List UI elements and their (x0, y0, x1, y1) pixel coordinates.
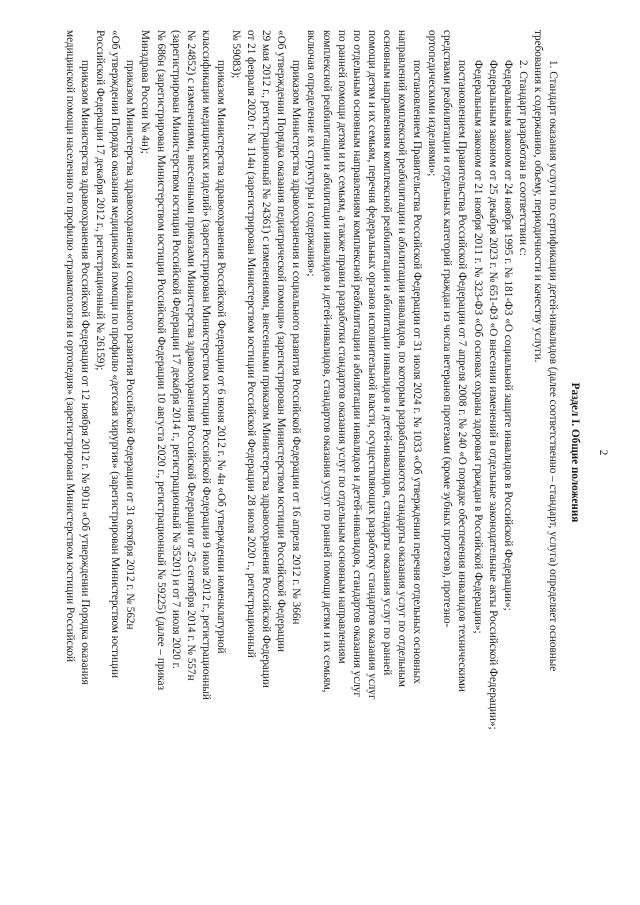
text-line: постановлением Правительства Российской Федерации от 7 апреля 2008 г. № 240 «О порядке обеспечения инвалидов техническими (456, 60, 469, 692)
text-line: № 24852) с изменениями, внесенными приказами Министерства здравоохранения Российской Федерации от 25 сентября 2014 г. № 557н (184, 30, 197, 681)
text-line: по ранней помощи детям и их семьям, а также правил разработки стандартов оказания услуг по отдельным основным направлениям (335, 30, 348, 664)
body-text (62, 30, 560, 875)
text-line: комплексной реабилитации и абилитации инвалидов и детей-инвалидов, стандартов оказания услуг по ранней помощи детям и их семьям, (320, 30, 333, 693)
rotated-content (50, 30, 610, 875)
text-line: постановлением Правительства Российской Федерации от 31 июля 2024 г. № 1033 «Об утверждении перечня отдельных основных (411, 60, 424, 684)
text-line: ортопедическими изделиями»; (426, 30, 439, 177)
text-line: Минздрава России № 4н); (139, 30, 152, 154)
text-line: приказом Министерства здравоохранения и социального развития Российской Федерации от 16 апреля 2012 г. № 366н (290, 60, 303, 625)
text-line: № 686н (зарегистрирован Министерством юстиции Российской Федерации 10 августа 2020 г., регистрационный № 59225) (далее – приказ (154, 30, 167, 691)
text-line: «Об утверждении Порядка оказания медицинской помощи по профилю «детская хирургия» (зарегистрирован Министерством юстиции (109, 30, 122, 678)
text-line: медицинской помощи населению по профилю «травматология и ортопедия» (зарегистрирован Министерством юстиции Российской (64, 30, 76, 663)
text-line: приказом Министерства здравоохранения Российской Федерации от 6 июня 2012 г. № 4н «Об утверждении номенклатурной (214, 60, 227, 654)
text-line: приказом Министерства здравоохранения и социального развития Российской Федерации от 31 октября 2012 г. № 562н (124, 60, 137, 630)
text-line: Российской Федерации 17 декабря 2012 г., регистрационный № 26159); (94, 30, 107, 371)
text-line: Федеральным законом от 25 декабря 2023 г. № 651-ФЗ «О внесении изменений в отдельные законодательные акты Российской Федерации»; (486, 60, 499, 730)
page-number: 2 (597, 449, 609, 456)
text-line: классификации медицинских изделий» (зарегистрирован Министерством юстиции Российской Федерации 9 июля 2012 г., регистрационный (199, 30, 212, 700)
text-line: 29 мая 2012 г., регистрационный № 24361) с изменениями, внесенными приказом Министерства здравоохранения Российской Федерации (260, 30, 273, 688)
text-line: № 59083); (230, 30, 243, 79)
text-line: направлений комплексной реабилитации и абилитации инвалидов, по которым разрабатываются стандарты оказания услуг по отдельным (396, 30, 409, 688)
section-heading: Раздел I. Общие положения (569, 382, 581, 523)
text-line: по отдельным основным направлениям комплексной реабилитации и абилитации инвалидов и детей-инвалидов, стандартов оказания услуг (350, 30, 363, 698)
text-line: основным направлениям комплексной реабилитации и абилитации инвалидов и детей-инвалидов, стандарты оказания услуг по ранней (380, 30, 393, 676)
text-line: «Об утверждении Порядка оказания педиатрической помощи» (зарегистрирован Министерством юстиции Российской Федерации (275, 30, 288, 652)
text-line: Федеральным законом от 24 ноября 1995 г. № 181-ФЗ «О социальной защите инвалидов в Российской Федерации»; (501, 60, 514, 611)
text-line: требования к содержанию, объему, периодичности и качеству услуги. (531, 30, 544, 363)
text-line: (зарегистрирован Министерством юстиции Российской Федерации 17 декабря 2014 г., регистрационный № 35201) и от 7 июля 2020 г. (169, 30, 182, 669)
text-line: Федеральным законом от 21 ноября 2011 г. № 323-ФЗ «Об основах охраны здоровья граждан в Российской Федерации»; (471, 60, 484, 634)
text-line: приказом Министерства здравоохранения Российской Федерации от 12 ноября 2012 г. № 901н «Об утверждении Порядка оказания (79, 60, 92, 685)
text-line: включая определение их структуры и содержания»; (305, 30, 318, 277)
text-line: средствами реабилитации и отдельных категорий граждан из числа ветеранов протезами (кроме зубных протезов), протезно- (441, 30, 454, 628)
text-line: помощи детям и их семьям, перечня федеральных органов исполнительной власти, осуществляющих разработку стандартов оказания услуг (365, 30, 378, 700)
text-line: 2. Стандарт разработан в соответствии с: (516, 60, 529, 256)
text-line: 1. Стандарт оказания услуги по сертификации детей-инвалидов (далее соответственно – стандарт, услуга) определяет основные (547, 60, 559, 672)
text-line: от 21 февраля 2020 г. № 114н (зарегистрирован Министерством юстиции Российской Федерации 28 июля 2020 г., регистрационный (245, 30, 258, 658)
